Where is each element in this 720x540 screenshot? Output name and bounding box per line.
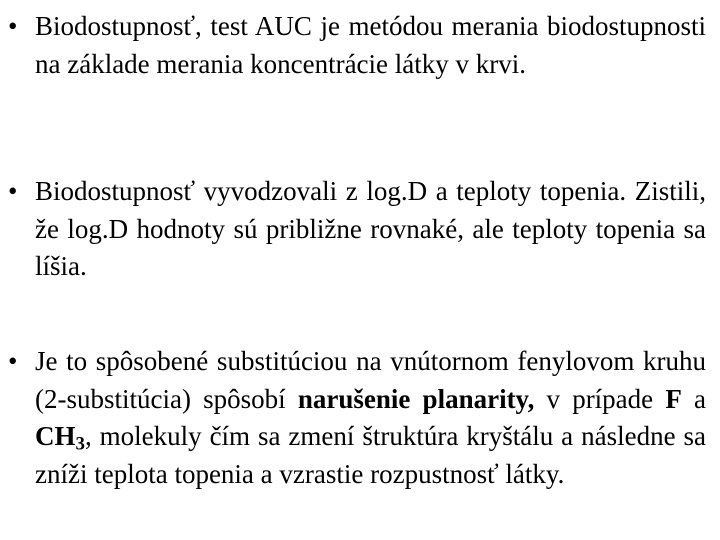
methyl-subscript: 3 — [75, 433, 85, 455]
text-segment: a — [681, 383, 707, 414]
bullet-marker: • — [8, 176, 18, 206]
text-segment: , molekuly čím sa zmení štruktúra kryštálu a následne sa zníži teplota topenia a vzrastie rozpustnosť látky. — [35, 421, 706, 489]
bullet-marker: • — [8, 346, 18, 376]
bullet-marker: • — [8, 11, 18, 41]
emphasis-methyl — [35, 421, 85, 455]
bullet-item-logd-melting-point — [8, 173, 706, 286]
bullet-text: Biodostupnosť vyvodzovali z log.D a teploty topenia. Zistili, že log.D hodnoty sú približne rovnaké, ale teploty topenia sa líšia. — [35, 176, 706, 281]
bullet-text — [35, 343, 706, 493]
text-segment: Je to spôsobené substitúciou na vnútornom fenylovom kruhu (2-substitúcia) spôsobí — [35, 346, 706, 414]
emphasis-planarity: narušenie planarity, — [297, 383, 535, 414]
bullet-item-bioavailability — [8, 8, 706, 83]
methyl-formula: CH — [35, 421, 76, 451]
emphasis-fluorine: F — [665, 383, 682, 414]
bullet-item-substitution — [8, 343, 706, 493]
bullet-text: Biodostupnosť, test AUC je metódou merania biodostupnosti na základe merania koncentrácie látky v krvi. — [35, 11, 706, 79]
text-segment: v prípade — [534, 383, 666, 414]
